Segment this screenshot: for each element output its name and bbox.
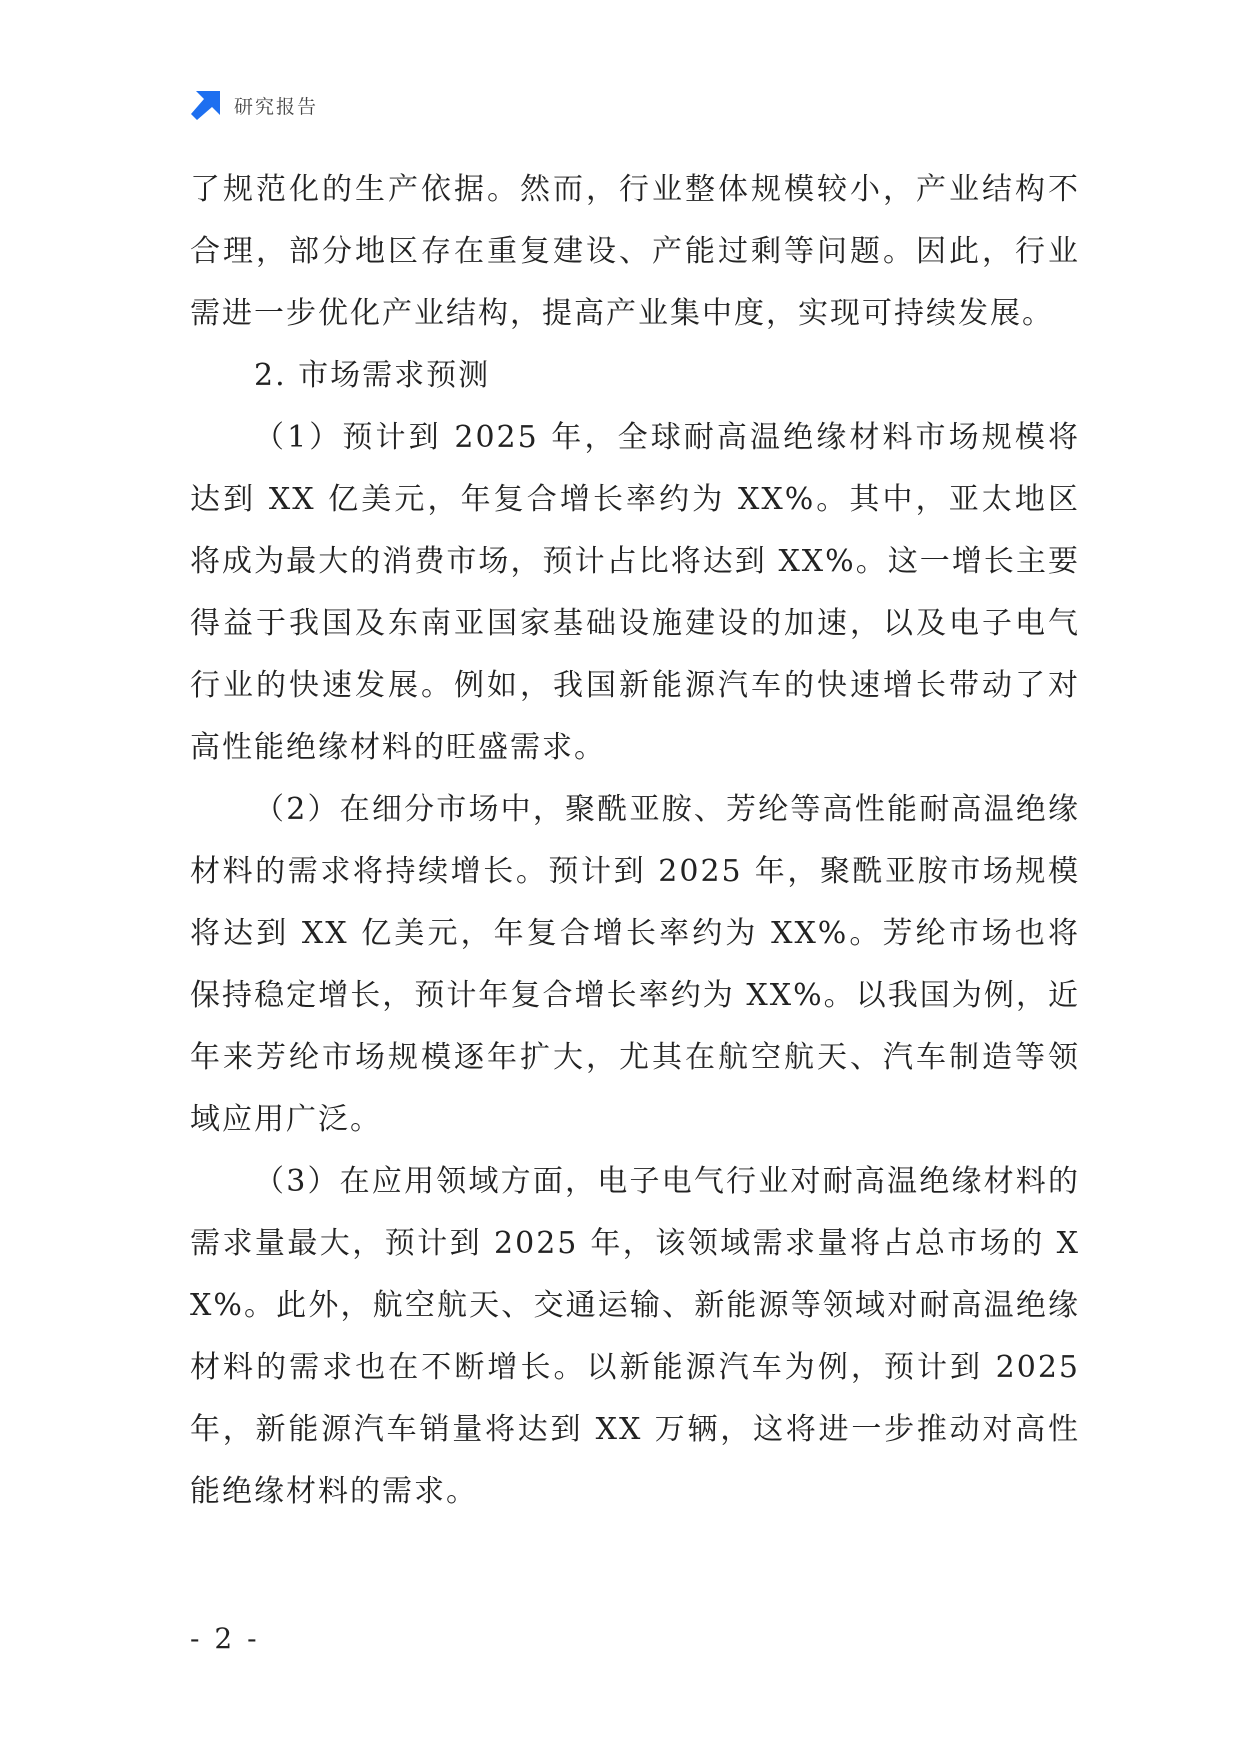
paragraph-2: （2）在细分市场中，聚酰亚胺、芳纶等高性能耐高温绝缘材料的需求将持续增长。预计到 2025 年，聚酰亚胺市场规模将达到 XX 亿美元，年复合增长率约为 XX%。芳纶市场也将保持稳定增长，预计年复合增长率约为 XX%。以我国为例，近年来芳纶市场规模逐年扩大，尤其在航空航天、汽车制造等领域应用广泛。 <box>190 792 1080 1137</box>
report-header <box>190 88 318 122</box>
paragraph-3: （3）在应用领域方面，电子电气行业对耐高温绝缘材料的需求量最大，预计到 2025 年，该领域需求量将占总市场的 XX%。此外，航空航天、交通运输、新能源等领域对耐高温绝缘材料的需求也在不断增长。以新能源汽车为例，预计到 2025 年，新能源汽车销量将达到 XX 万辆，这将进一步推动对高性能绝缘材料的需求。 <box>190 1164 1080 1509</box>
page-number: - 2 - <box>190 1622 260 1655</box>
paragraph-1: （1）预计到 2025 年，全球耐高温绝缘材料市场规模将达到 XX 亿美元，年复合增长率约为 XX%。其中，亚太地区将成为最大的消费市场，预计占比将达到 XX%。这一增长主要得益于我国及东南亚国家基础设施建设的加速，以及电子电气行业的快速发展。例如，我国新能源汽车的快速增长带动了对高性能绝缘材料的旺盛需求。 <box>190 420 1080 765</box>
arrow-up-right-logo-icon <box>190 89 222 121</box>
paragraph-continued: 了规范化的生产依据。然而，行业整体规模较小，产业结构不合理，部分地区存在重复建设、产能过剩等问题。因此，行业需进一步优化产业结构，提高产业集中度，实现可持续发展。 <box>190 172 1080 331</box>
section-heading: 2. 市场需求预测 <box>254 358 491 393</box>
document-body <box>190 159 1080 1523</box>
header-title: 研究报告 <box>234 95 319 118</box>
